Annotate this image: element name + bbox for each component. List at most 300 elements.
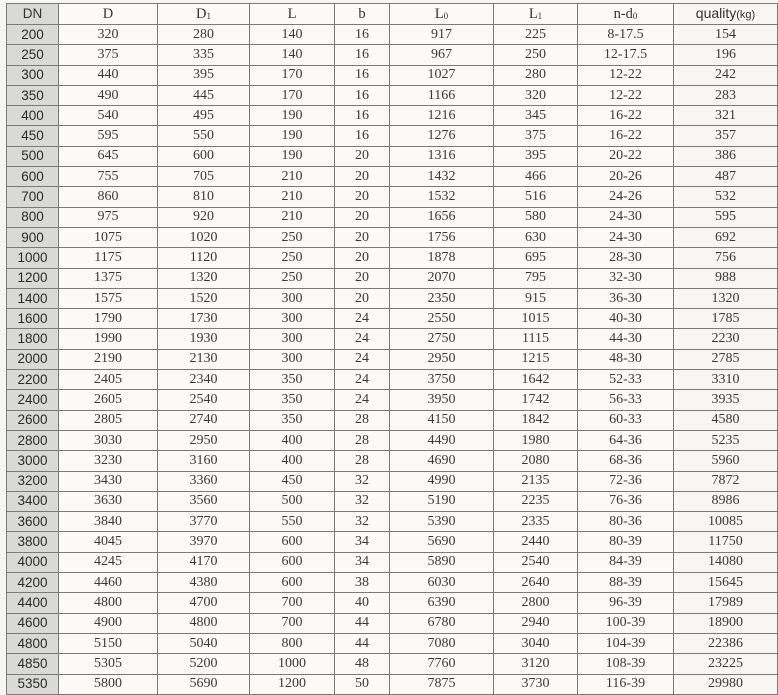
cell-l0: 1276 xyxy=(390,126,494,146)
cell-l: 1000 xyxy=(250,654,335,674)
cell-d: 320 xyxy=(59,25,158,45)
cell-n-d0: 24-30 xyxy=(578,227,674,247)
header-n-d0-base: n-d xyxy=(613,6,633,22)
cell-l0: 2350 xyxy=(390,288,494,308)
cell-l1: 2440 xyxy=(494,532,578,552)
table-row xyxy=(7,532,778,552)
cell-d: 1790 xyxy=(59,309,158,329)
cell-dn: 4200 xyxy=(7,573,59,593)
cell-quality: 7872 xyxy=(674,471,778,491)
cell-quality: 321 xyxy=(674,106,778,126)
cell-d1: 600 xyxy=(158,146,250,166)
table-row xyxy=(7,552,778,572)
cell-l0: 6030 xyxy=(390,573,494,593)
cell-l0: 7760 xyxy=(390,654,494,674)
cell-d1: 3770 xyxy=(158,512,250,532)
cell-d1: 2740 xyxy=(158,410,250,430)
cell-l: 170 xyxy=(250,65,335,85)
cell-l0: 1532 xyxy=(390,187,494,207)
header-n-d0 xyxy=(578,4,674,25)
cell-l: 250 xyxy=(250,268,335,288)
cell-l1: 2940 xyxy=(494,613,578,633)
header-l1-sub: 1 xyxy=(537,11,543,21)
cell-n-d0: 36-30 xyxy=(578,288,674,308)
cell-d: 490 xyxy=(59,85,158,105)
cell-b: 48 xyxy=(335,654,390,674)
table-row xyxy=(7,674,778,694)
cell-d: 2605 xyxy=(59,390,158,410)
cell-dn: 1400 xyxy=(7,288,59,308)
cell-l: 140 xyxy=(250,25,335,45)
cell-dn: 1800 xyxy=(7,329,59,349)
cell-l1: 1842 xyxy=(494,410,578,430)
cell-l0: 6780 xyxy=(390,613,494,633)
cell-n-d0: 48-30 xyxy=(578,349,674,369)
cell-l0: 3750 xyxy=(390,370,494,390)
cell-b: 24 xyxy=(335,390,390,410)
cell-l1: 320 xyxy=(494,85,578,105)
cell-b: 44 xyxy=(335,633,390,653)
cell-quality: 487 xyxy=(674,167,778,187)
cell-l1: 695 xyxy=(494,248,578,268)
cell-l0: 5390 xyxy=(390,512,494,532)
cell-d1: 495 xyxy=(158,106,250,126)
cell-dn: 250 xyxy=(7,45,59,65)
cell-d: 595 xyxy=(59,126,158,146)
header-b: b xyxy=(335,4,390,25)
cell-d: 4045 xyxy=(59,532,158,552)
table-row xyxy=(7,370,778,390)
cell-l: 400 xyxy=(250,451,335,471)
cell-n-d0: 72-36 xyxy=(578,471,674,491)
cell-b: 34 xyxy=(335,552,390,572)
cell-l0: 1878 xyxy=(390,248,494,268)
cell-l: 300 xyxy=(250,329,335,349)
cell-l: 450 xyxy=(250,471,335,491)
cell-dn: 800 xyxy=(7,207,59,227)
cell-n-d0: 12-22 xyxy=(578,85,674,105)
cell-quality: 5960 xyxy=(674,451,778,471)
flange-dimension-table xyxy=(6,3,778,695)
table-row xyxy=(7,227,778,247)
cell-b: 16 xyxy=(335,106,390,126)
cell-d: 4900 xyxy=(59,613,158,633)
cell-dn: 500 xyxy=(7,146,59,166)
cell-d1: 445 xyxy=(158,85,250,105)
cell-b: 20 xyxy=(335,227,390,247)
cell-l: 350 xyxy=(250,370,335,390)
cell-l0: 4690 xyxy=(390,451,494,471)
cell-l0: 967 xyxy=(390,45,494,65)
cell-quality: 18900 xyxy=(674,613,778,633)
cell-dn: 400 xyxy=(7,106,59,126)
table-row xyxy=(7,126,778,146)
cell-d: 1175 xyxy=(59,248,158,268)
cell-d1: 2130 xyxy=(158,349,250,369)
cell-l1: 2235 xyxy=(494,491,578,511)
cell-quality: 242 xyxy=(674,65,778,85)
table-row xyxy=(7,25,778,45)
table-row xyxy=(7,309,778,329)
cell-n-d0: 68-36 xyxy=(578,451,674,471)
header-n-d0-sub: 0 xyxy=(632,11,638,21)
cell-quality: 3310 xyxy=(674,370,778,390)
table-row xyxy=(7,512,778,532)
cell-b: 40 xyxy=(335,593,390,613)
cell-d: 1375 xyxy=(59,268,158,288)
cell-n-d0: 40-30 xyxy=(578,309,674,329)
header-l: L xyxy=(250,4,335,25)
cell-d: 1575 xyxy=(59,288,158,308)
table-row xyxy=(7,451,778,471)
cell-b: 50 xyxy=(335,674,390,694)
cell-quality: 22386 xyxy=(674,633,778,653)
cell-dn: 350 xyxy=(7,85,59,105)
cell-l1: 3040 xyxy=(494,633,578,653)
cell-n-d0: 24-26 xyxy=(578,187,674,207)
cell-dn: 3400 xyxy=(7,491,59,511)
cell-l1: 3730 xyxy=(494,674,578,694)
cell-l: 300 xyxy=(250,288,335,308)
cell-dn: 2800 xyxy=(7,430,59,450)
header-quality-unit: (kg) xyxy=(736,9,756,21)
table-row xyxy=(7,146,778,166)
table-row xyxy=(7,106,778,126)
cell-l0: 4150 xyxy=(390,410,494,430)
cell-l0: 4490 xyxy=(390,430,494,450)
cell-d1: 4800 xyxy=(158,613,250,633)
cell-b: 24 xyxy=(335,370,390,390)
cell-d1: 5690 xyxy=(158,674,250,694)
table-row xyxy=(7,573,778,593)
cell-dn: 900 xyxy=(7,227,59,247)
cell-dn: 2000 xyxy=(7,349,59,369)
cell-l1: 280 xyxy=(494,65,578,85)
cell-d: 860 xyxy=(59,187,158,207)
cell-l1: 2080 xyxy=(494,451,578,471)
cell-l: 1200 xyxy=(250,674,335,694)
cell-quality: 283 xyxy=(674,85,778,105)
cell-d: 1990 xyxy=(59,329,158,349)
cell-b: 28 xyxy=(335,451,390,471)
cell-dn: 450 xyxy=(7,126,59,146)
cell-d: 3230 xyxy=(59,451,158,471)
cell-l0: 2950 xyxy=(390,349,494,369)
cell-d1: 2950 xyxy=(158,430,250,450)
cell-d1: 705 xyxy=(158,167,250,187)
cell-l1: 2640 xyxy=(494,573,578,593)
cell-quality: 357 xyxy=(674,126,778,146)
cell-b: 28 xyxy=(335,430,390,450)
cell-dn: 2400 xyxy=(7,390,59,410)
cell-l: 300 xyxy=(250,349,335,369)
cell-d: 3630 xyxy=(59,491,158,511)
cell-quality: 1320 xyxy=(674,288,778,308)
cell-l0: 7875 xyxy=(390,674,494,694)
cell-n-d0: 24-30 xyxy=(578,207,674,227)
cell-b: 20 xyxy=(335,248,390,268)
cell-l0: 5690 xyxy=(390,532,494,552)
cell-dn: 3800 xyxy=(7,532,59,552)
cell-d1: 395 xyxy=(158,65,250,85)
flange-dimension-table-sheet xyxy=(6,3,756,695)
cell-d1: 3970 xyxy=(158,532,250,552)
cell-d: 645 xyxy=(59,146,158,166)
cell-dn: 3000 xyxy=(7,451,59,471)
cell-b: 16 xyxy=(335,85,390,105)
cell-l0: 1432 xyxy=(390,167,494,187)
cell-n-d0: 80-39 xyxy=(578,532,674,552)
cell-n-d0: 12-22 xyxy=(578,65,674,85)
header-d1 xyxy=(158,4,250,25)
cell-d1: 550 xyxy=(158,126,250,146)
cell-d: 3840 xyxy=(59,512,158,532)
cell-quality: 11750 xyxy=(674,532,778,552)
cell-l0: 917 xyxy=(390,25,494,45)
cell-b: 20 xyxy=(335,268,390,288)
cell-d: 5800 xyxy=(59,674,158,694)
cell-b: 28 xyxy=(335,410,390,430)
cell-l: 600 xyxy=(250,573,335,593)
cell-l: 350 xyxy=(250,410,335,430)
cell-l: 300 xyxy=(250,309,335,329)
cell-b: 16 xyxy=(335,45,390,65)
cell-d1: 4170 xyxy=(158,552,250,572)
cell-l: 250 xyxy=(250,248,335,268)
table-row xyxy=(7,654,778,674)
cell-quality: 4580 xyxy=(674,410,778,430)
cell-d: 5305 xyxy=(59,654,158,674)
table-row xyxy=(7,613,778,633)
cell-l0: 1027 xyxy=(390,65,494,85)
table-row xyxy=(7,207,778,227)
cell-d: 2805 xyxy=(59,410,158,430)
cell-l: 700 xyxy=(250,593,335,613)
cell-d: 4460 xyxy=(59,573,158,593)
cell-b: 24 xyxy=(335,329,390,349)
cell-d: 5150 xyxy=(59,633,158,653)
cell-d: 4800 xyxy=(59,593,158,613)
cell-l: 210 xyxy=(250,207,335,227)
cell-d1: 3160 xyxy=(158,451,250,471)
cell-d1: 1120 xyxy=(158,248,250,268)
cell-quality: 756 xyxy=(674,248,778,268)
header-l1 xyxy=(494,4,578,25)
cell-n-d0: 60-33 xyxy=(578,410,674,430)
cell-quality: 988 xyxy=(674,268,778,288)
header-l0 xyxy=(390,4,494,25)
cell-l: 140 xyxy=(250,45,335,65)
cell-quality: 29980 xyxy=(674,674,778,694)
cell-n-d0: 80-36 xyxy=(578,512,674,532)
cell-quality: 532 xyxy=(674,187,778,207)
table-row xyxy=(7,167,778,187)
cell-d: 440 xyxy=(59,65,158,85)
cell-l0: 6390 xyxy=(390,593,494,613)
header-quality-label: quality xyxy=(695,5,737,21)
cell-l1: 1642 xyxy=(494,370,578,390)
cell-b: 44 xyxy=(335,613,390,633)
table-row xyxy=(7,248,778,268)
cell-dn: 300 xyxy=(7,65,59,85)
cell-n-d0: 20-26 xyxy=(578,167,674,187)
cell-l: 800 xyxy=(250,633,335,653)
cell-quality: 3935 xyxy=(674,390,778,410)
cell-dn: 2200 xyxy=(7,370,59,390)
table-row xyxy=(7,633,778,653)
cell-l: 250 xyxy=(250,227,335,247)
cell-quality: 2785 xyxy=(674,349,778,369)
header-d1-sub: 1 xyxy=(206,11,211,21)
cell-n-d0: 52-33 xyxy=(578,370,674,390)
cell-n-d0: 32-30 xyxy=(578,268,674,288)
cell-l: 600 xyxy=(250,532,335,552)
cell-n-d0: 16-22 xyxy=(578,126,674,146)
cell-quality: 196 xyxy=(674,45,778,65)
cell-dn: 700 xyxy=(7,187,59,207)
cell-b: 16 xyxy=(335,65,390,85)
cell-l: 700 xyxy=(250,613,335,633)
cell-d: 975 xyxy=(59,207,158,227)
cell-dn: 4800 xyxy=(7,633,59,653)
cell-dn: 5350 xyxy=(7,674,59,694)
cell-b: 24 xyxy=(335,349,390,369)
cell-d1: 3560 xyxy=(158,491,250,511)
table-row xyxy=(7,85,778,105)
cell-l0: 1316 xyxy=(390,146,494,166)
table-row xyxy=(7,268,778,288)
cell-d1: 810 xyxy=(158,187,250,207)
cell-l: 400 xyxy=(250,430,335,450)
header-dn: DN xyxy=(7,4,59,25)
cell-l0: 7080 xyxy=(390,633,494,653)
cell-n-d0: 108-39 xyxy=(578,654,674,674)
cell-d1: 1730 xyxy=(158,309,250,329)
cell-d1: 920 xyxy=(158,207,250,227)
cell-quality: 5235 xyxy=(674,430,778,450)
cell-dn: 1600 xyxy=(7,309,59,329)
cell-l1: 1980 xyxy=(494,430,578,450)
cell-n-d0: 84-39 xyxy=(578,552,674,572)
cell-dn: 1000 xyxy=(7,248,59,268)
table-row xyxy=(7,288,778,308)
cell-b: 20 xyxy=(335,167,390,187)
cell-n-d0: 16-22 xyxy=(578,106,674,126)
cell-n-d0: 64-36 xyxy=(578,430,674,450)
cell-d1: 1320 xyxy=(158,268,250,288)
header-d1-base: D xyxy=(196,6,207,22)
cell-l0: 1216 xyxy=(390,106,494,126)
cell-l1: 1215 xyxy=(494,349,578,369)
table-row xyxy=(7,471,778,491)
cell-n-d0: 8-17.5 xyxy=(578,25,674,45)
cell-quality: 1785 xyxy=(674,309,778,329)
cell-d1: 2540 xyxy=(158,390,250,410)
cell-l1: 2335 xyxy=(494,512,578,532)
cell-quality: 10085 xyxy=(674,512,778,532)
cell-l0: 1166 xyxy=(390,85,494,105)
cell-l: 600 xyxy=(250,552,335,572)
cell-d: 755 xyxy=(59,167,158,187)
cell-dn: 4850 xyxy=(7,654,59,674)
cell-l0: 1656 xyxy=(390,207,494,227)
cell-b: 24 xyxy=(335,309,390,329)
cell-dn: 4000 xyxy=(7,552,59,572)
cell-l1: 630 xyxy=(494,227,578,247)
cell-l: 500 xyxy=(250,491,335,511)
cell-n-d0: 88-39 xyxy=(578,573,674,593)
cell-l1: 345 xyxy=(494,106,578,126)
cell-b: 20 xyxy=(335,207,390,227)
cell-d: 4245 xyxy=(59,552,158,572)
cell-d1: 5200 xyxy=(158,654,250,674)
cell-d1: 280 xyxy=(158,25,250,45)
cell-b: 38 xyxy=(335,573,390,593)
cell-b: 32 xyxy=(335,491,390,511)
cell-n-d0: 96-39 xyxy=(578,593,674,613)
cell-l1: 2135 xyxy=(494,471,578,491)
cell-l1: 250 xyxy=(494,45,578,65)
cell-d1: 1020 xyxy=(158,227,250,247)
cell-l: 350 xyxy=(250,390,335,410)
cell-dn: 3600 xyxy=(7,512,59,532)
cell-l: 190 xyxy=(250,106,335,126)
cell-dn: 3200 xyxy=(7,471,59,491)
cell-l1: 2540 xyxy=(494,552,578,572)
cell-dn: 200 xyxy=(7,25,59,45)
cell-l0: 1756 xyxy=(390,227,494,247)
cell-dn: 4600 xyxy=(7,613,59,633)
cell-d: 3030 xyxy=(59,430,158,450)
cell-n-d0: 100-39 xyxy=(578,613,674,633)
cell-l0: 2750 xyxy=(390,329,494,349)
cell-d: 375 xyxy=(59,45,158,65)
cell-b: 16 xyxy=(335,25,390,45)
cell-l0: 5190 xyxy=(390,491,494,511)
cell-l: 190 xyxy=(250,146,335,166)
cell-quality: 2230 xyxy=(674,329,778,349)
cell-n-d0: 44-30 xyxy=(578,329,674,349)
cell-d1: 335 xyxy=(158,45,250,65)
cell-l1: 225 xyxy=(494,25,578,45)
cell-l: 190 xyxy=(250,126,335,146)
cell-quality: 154 xyxy=(674,25,778,45)
cell-d1: 1930 xyxy=(158,329,250,349)
cell-quality: 8986 xyxy=(674,491,778,511)
table-row xyxy=(7,491,778,511)
cell-l: 550 xyxy=(250,512,335,532)
cell-b: 34 xyxy=(335,532,390,552)
table-header-row xyxy=(7,4,778,25)
cell-b: 20 xyxy=(335,288,390,308)
cell-dn: 600 xyxy=(7,167,59,187)
cell-l1: 1115 xyxy=(494,329,578,349)
table-row xyxy=(7,390,778,410)
cell-l1: 1742 xyxy=(494,390,578,410)
cell-b: 32 xyxy=(335,471,390,491)
cell-l0: 4990 xyxy=(390,471,494,491)
cell-quality: 692 xyxy=(674,227,778,247)
cell-l: 210 xyxy=(250,167,335,187)
cell-quality: 14080 xyxy=(674,552,778,572)
cell-dn: 4400 xyxy=(7,593,59,613)
cell-l1: 2800 xyxy=(494,593,578,613)
cell-quality: 595 xyxy=(674,207,778,227)
cell-d1: 4380 xyxy=(158,573,250,593)
cell-d: 3430 xyxy=(59,471,158,491)
cell-d1: 4700 xyxy=(158,593,250,613)
cell-d: 1075 xyxy=(59,227,158,247)
